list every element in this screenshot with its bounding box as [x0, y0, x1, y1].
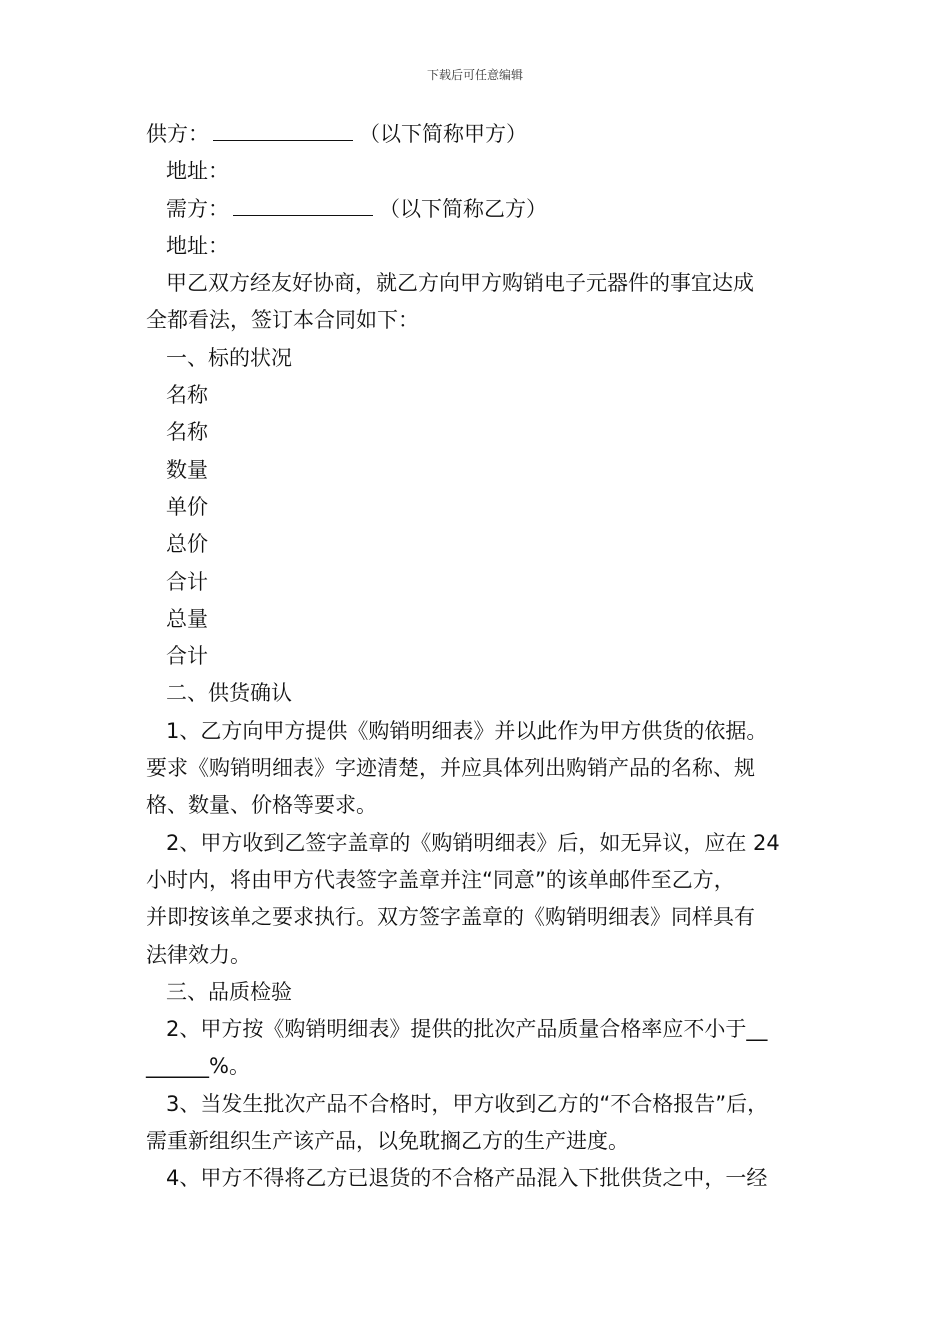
- section-3-paragraph-2-line-2: ______%。: [146, 1054, 250, 1079]
- buyer-note: （以下简称乙方）: [379, 196, 547, 221]
- section-1-item: 总量: [166, 606, 208, 631]
- section-2-title: 二、供货确认: [166, 681, 292, 706]
- section-2-paragraph-2-line-1: 2、甲方收到乙签字盖章的《购销明细表》后，如无异议，应在 24: [166, 830, 780, 855]
- buyer-label: 需方：: [166, 196, 229, 221]
- intro-line-2: 全都看法，签订本合同如下：: [146, 308, 419, 333]
- section-3-paragraph-4-line-1: 4、甲方不得将乙方已退货的不合格产品混入下批供货之中，一经: [166, 1166, 768, 1191]
- section-1-item: 单价: [166, 494, 208, 519]
- section-3-title: 三、品质检验: [166, 979, 292, 1004]
- section-1-item: 合计: [166, 569, 208, 594]
- supplier-address: 地址：: [166, 159, 229, 184]
- section-1-item: 总价: [166, 532, 208, 557]
- section-2-paragraph-1-line-3: 格、数量、价格等要求。: [146, 793, 377, 818]
- section-3-paragraph-3-line-2: 需重新组织生产该产品，以免耽搁乙方的生产进度。: [146, 1129, 629, 1154]
- section-1-title: 一、标的状况: [166, 345, 292, 370]
- buyer-address: 地址：: [166, 233, 229, 258]
- supplier-line: [146, 116, 810, 153]
- section-1-item: 名称: [166, 420, 208, 445]
- section-2-paragraph-2-line-4: 法律效力。: [146, 942, 251, 967]
- section-2-paragraph-1-line-2: 要求《购销明细表》字迹清楚，并应具体列出购销产品的名称、规: [146, 756, 755, 781]
- buyer-line: [146, 191, 810, 228]
- intro-line-1: 甲乙双方经友好协商，就乙方向甲方购销电子元器件的事宜达成: [166, 271, 754, 296]
- supplier-note: （以下简称甲方）: [359, 122, 527, 146]
- section-1-item: 合计: [166, 644, 208, 669]
- buyer-name-blank: [233, 195, 373, 216]
- section-2-paragraph-1-line-1: 1、乙方向甲方提供《购销明细表》并以此作为甲方供货的依据。: [166, 718, 768, 743]
- page-header: 下载后可任意编辑: [426, 68, 523, 82]
- section-3-paragraph-2-line-1: 2、甲方按《购销明细表》提供的批次产品质量合格率应不小于__: [166, 1017, 768, 1042]
- section-1-item: 数量: [166, 457, 208, 482]
- section-1-item: 名称: [166, 383, 208, 408]
- supplier-name-blank: [213, 120, 353, 141]
- section-2-paragraph-2-line-3: 并即按该单之要求执行。双方签字盖章的《购销明细表》同样具有: [146, 905, 755, 930]
- contract-body: [146, 116, 810, 1198]
- supplier-label: 供方：: [146, 122, 209, 146]
- section-2-paragraph-2-line-2: 小时内，将由甲方代表签字盖章并注“同意”的该单邮件至乙方，: [146, 867, 735, 892]
- section-3-paragraph-3-line-1: 3、当发生批次产品不合格时，甲方收到乙方的“不合格报告”后，: [166, 1091, 769, 1116]
